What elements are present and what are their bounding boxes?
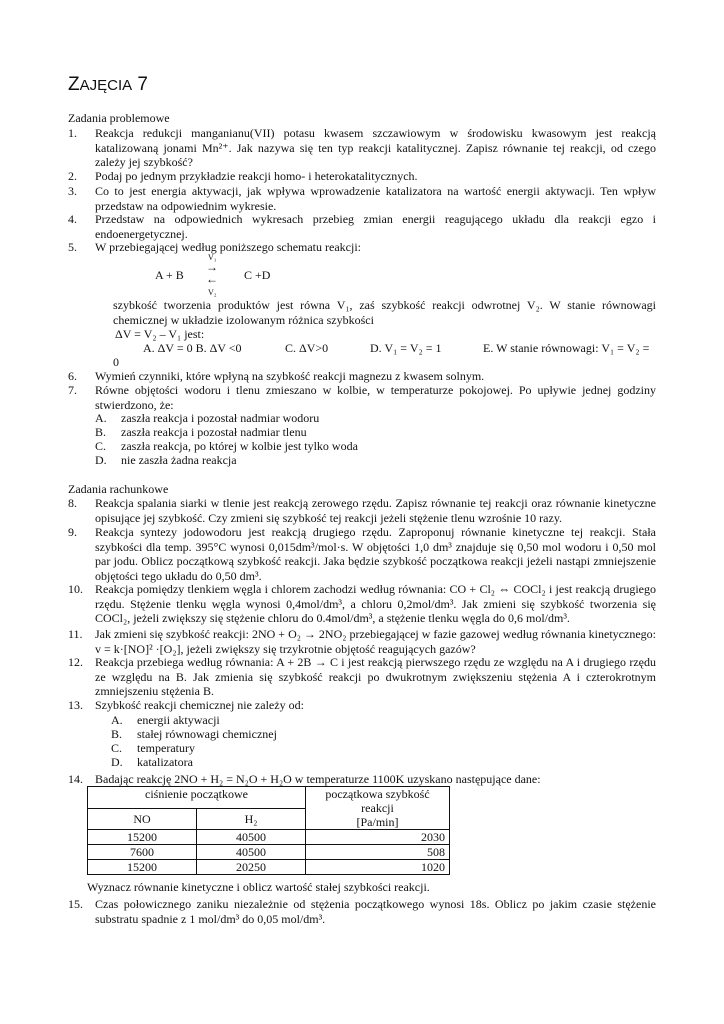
task-number: 1.: [68, 126, 77, 140]
task-3: [68, 184, 656, 213]
task-text: Podaj po jednym przykładzie reakcji homo- i heterokatalitycznych.: [95, 169, 418, 183]
scheme-arrow-left-icon: ←: [206, 272, 218, 286]
table-header-h2: H₂: [197, 808, 306, 830]
option-letter: D.: [95, 453, 107, 467]
option: E. W stanie równowagi: V₁ = V₂ =: [483, 341, 650, 355]
task-9: [68, 525, 656, 583]
option-text: temperatury: [137, 741, 195, 755]
option: [111, 727, 671, 742]
scheme-v1: V₁: [208, 253, 217, 262]
task-text: Szybkość reakcji chemicznej nie zależy od:: [95, 698, 304, 712]
task-text: Co to jest energia aktywacji, jak wpływa wprowadzenie katalizatora na wartość energii aktywacji. Ten wpływ przedstaw na odpowiednim wykresie.: [95, 184, 656, 213]
task-14: [68, 772, 656, 787]
task-text: Reakcja spalania siarki w tlenie jest reakcją zerowego rzędu. Zapisz równanie tej reakcji oraz równanie kinetyczne opisujące jej szybkość. Czy zmieni się szybkość tej reakcji jeżeli stężenie tlenu wzrośnie 10 razy.: [95, 496, 656, 525]
task-text: Badając reakcję 2NO + H₂ = N₂O + H₂O w temperaturze 1100K uzyskano następujące dane:: [95, 772, 541, 786]
task-number: 14.: [68, 772, 83, 786]
option-text: zaszła reakcja, po której w kolbie jest tylko woda: [121, 439, 358, 453]
task-text: Jak zmieni się szybkość reakcji: 2NO + O₂ → 2NO₂ przebiegającej w fazie gazowej według równania kinetycznego: v = k·[NO]² ·[O₂], jeżeli zwiększy się trzykrotnie objętość reagujących gazów?: [95, 627, 656, 656]
scheme-arrow-right-icon: →: [206, 260, 218, 274]
option-text: nie zaszła żadna reakcja: [121, 453, 237, 467]
table-cell: 15200: [88, 860, 197, 875]
task-text: W przebiegającej według poniższego schematu reakcji:: [95, 240, 361, 254]
option-text: katalizatora: [137, 755, 193, 769]
task-number: 9.: [68, 525, 77, 539]
task-text: Reakcja pomiędzy tlenkiem węgla i chlorem zachodzi według równania: CO + Cl₂ ⇔ COCl₂ i jest reakcją drugiego rzędu. Stężenie tlenku węgla wynosi 0,4mol/dm³, a chloru 0,2mol/dm³. Jak zmieni się szybkość tworzenia się COCl₂, jeżeli zwiększy się stężenie chloru do 0.4mol/dm³, a stężenie tlenku węgla do 0,6 mol/dm³.: [95, 582, 656, 625]
option-letter: A.: [95, 411, 107, 425]
option-letter: A.: [111, 713, 123, 727]
table-cell: 508: [306, 845, 450, 860]
task-text: Wymień czynniki, które wpłyną na szybkość reakcji magnezu z kwasem solnym.: [95, 369, 485, 383]
task-number: 12.: [68, 655, 83, 669]
task-5: [68, 240, 656, 255]
task-7: [68, 383, 656, 412]
task-text: Przedstaw na odpowiednich wykresach przebieg zmian energii reagującego układu dla reakcji egzo i endoenergetycznej.: [95, 212, 656, 241]
task-8: [68, 496, 656, 525]
task-number: 10.: [68, 582, 83, 596]
option-text: zaszła reakcja i pozostał nadmiar wodoru: [121, 411, 320, 425]
table-header-pressure: ciśnienie początkowe: [88, 787, 306, 809]
task-5-text: szybkość tworzenia produktów jest równa V₁, zaś szybkość reakcji odwrotnej V₂. W stanie równowagi chemicznej w układzie izolowanym różnica szybkości: [113, 298, 656, 327]
task-number: 11.: [68, 627, 83, 641]
task-13: [68, 698, 656, 713]
table-cell: 1020: [306, 860, 450, 875]
task-text: Równe objętości wodoru i tlenu zmieszano w kolbie, w temperaturze pokojowej. Po upływie jednej godziny stwierdzono, że:: [95, 383, 656, 412]
option-letter: C.: [95, 439, 107, 453]
option-text: zaszła reakcja i pozostał nadmiar tlenu: [121, 425, 307, 439]
option: D. V₁ = V₂ = 1: [370, 341, 442, 355]
task-6: [68, 369, 656, 384]
task-text: Reakcja przebiega według równania: A + 2B → C i jest reakcją pierwszego rzędu ze względu na A i drugiego rzędu ze względu na B. Jak zmienia się szybkość reakcji po dwukrotnym zwiększeniu stężenia A i czterokrotnym zmniejszeniu stężenia B.: [95, 655, 656, 698]
option: [95, 411, 655, 426]
task-number: 6.: [68, 369, 77, 383]
page-title: ZAJĘCIA 7: [68, 74, 148, 95]
task-2: [68, 169, 656, 184]
table-header-rate-label: początkowa szybkość reakcji: [325, 787, 430, 815]
table-cell: 15200: [88, 830, 197, 845]
task-number: 7.: [68, 383, 77, 397]
table-cell: 40500: [197, 830, 306, 845]
option: [111, 741, 671, 756]
task-14-instruction: Wyznacz równanie kinetyczne i oblicz wartość stałej szybkości reakcji.: [87, 880, 430, 894]
table-header-no: NO: [88, 808, 197, 830]
option: [111, 755, 671, 770]
table-header-row: [88, 787, 450, 809]
task-number: 13.: [68, 698, 83, 712]
task-text: Reakcja syntezy jodowodoru jest reakcją drugiego rzędu. Zaproponuj równanie kinetyczne tej reakcji. Stała szybkości dla temp. 395°C wynosi 0,015dm³/mol·s. W objętości 1,0 dm³ znajduje się 0,50 mol wodoru i 0,50 mol par jodu. Oblicz początkową szybkość reakcji. Jaka będzie szybkość początkowa reakcji jeżeli nastąpi zmniejszenie objętości tego układu do 0,50 dm³.: [95, 525, 656, 583]
option-text: stałej równowagi chemicznej: [137, 727, 277, 741]
table-row: [88, 830, 450, 845]
task-number: 15.: [68, 897, 83, 911]
scheme-reactants: A + B: [155, 268, 184, 282]
table-row: [88, 845, 450, 860]
option-continuation: 0: [113, 355, 119, 369]
task-text: Czas połowicznego zaniku niezależnie od stężenia początkowego wynosi 18s. Oblicz po jakim czasie stężenie substratu spadnie z 1 mol/dm³ do 0,05 mol/dm³.: [95, 897, 656, 926]
task-number: 4.: [68, 212, 77, 226]
scheme-products: C +D: [244, 268, 271, 282]
task-text: Reakcja redukcji manganianu(VII) potasu kwasem szczawiowym w środowisku kwasowym jest reakcją katalizowaną jonami Mn²⁺. Jak nazywa się ten typ reakcji katalitycznej. Zapisz równanie tej reakcji, od czego zależy jej szybkość?: [95, 126, 656, 169]
section-heading: Zadania problemowe: [68, 111, 170, 125]
task-10: [68, 582, 656, 626]
task-number: 2.: [68, 169, 77, 183]
option: [95, 439, 655, 454]
option-letter: B.: [95, 425, 107, 439]
table-cell: 20250: [197, 860, 306, 875]
option-letter: D.: [111, 755, 123, 769]
option: [95, 453, 655, 468]
task-number: 8.: [68, 496, 77, 510]
option-text: energii aktywacji: [137, 713, 220, 727]
option: [95, 425, 655, 440]
option: A. ΔV = 0 B. ΔV <0: [143, 341, 242, 355]
data-table: [87, 786, 450, 875]
table-cell: 2030: [306, 830, 450, 845]
task-12: [68, 655, 656, 699]
task-number: 3.: [68, 184, 77, 198]
option-letter: B.: [111, 727, 123, 741]
task-11: [68, 627, 656, 656]
task-number: 5.: [68, 240, 77, 254]
scheme-v2: V₂: [208, 288, 217, 297]
task-4: [68, 212, 656, 241]
section-heading: Zadania rachunkowe: [68, 482, 169, 496]
task-5-delta: ΔV = V₂ – V₁ jest:: [115, 327, 205, 341]
option: C. ΔV>0: [285, 341, 329, 355]
table-row: [88, 860, 450, 875]
task-15: [68, 897, 656, 926]
task-1: [68, 126, 656, 170]
table-header-rate: [306, 787, 450, 830]
option: [111, 713, 671, 728]
option-letter: C.: [111, 741, 123, 755]
table-cell: 40500: [197, 845, 306, 860]
table-header-rate-unit: [Pa/min]: [356, 815, 399, 829]
table-cell: 7600: [88, 845, 197, 860]
